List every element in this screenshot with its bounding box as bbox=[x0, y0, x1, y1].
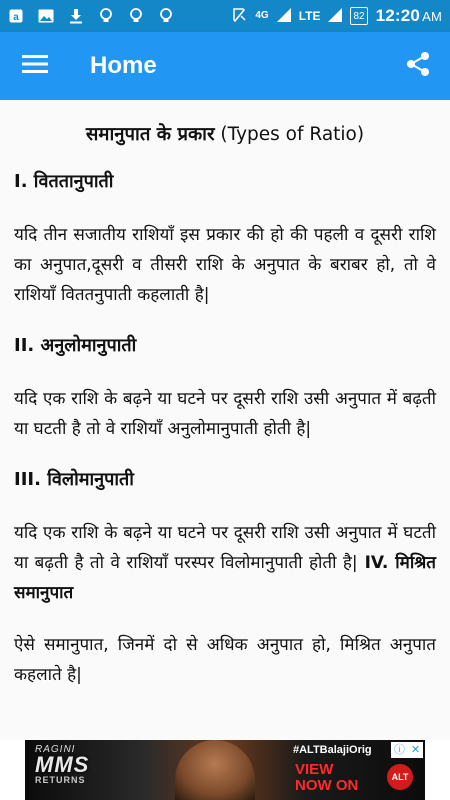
article-content[interactable] bbox=[0, 100, 450, 740]
ad-banner bbox=[0, 740, 450, 800]
status-bar bbox=[0, 0, 450, 32]
section-title: I. विततानुपाती bbox=[14, 171, 114, 192]
image-icon bbox=[38, 8, 54, 24]
app-bar bbox=[0, 32, 450, 100]
system-status bbox=[231, 6, 442, 26]
ad-creative[interactable] bbox=[25, 740, 425, 800]
vibrate-icon bbox=[231, 7, 247, 26]
ad-cta-line1: VIEW bbox=[295, 761, 334, 778]
section-paragraph: यदि तीन सजातीय राशियाँ इस प्रकार की हो की पहली व दूसरी राशि का अनुपात,दूसरी व तीसरी राशि के अनुपात के बराबर हो, तो वे राशियाँ विततनुपाती कहलाती है| bbox=[14, 225, 436, 305]
ad-portrait-image bbox=[175, 740, 255, 800]
notification-icons bbox=[8, 8, 174, 24]
section-paragraph: ऐसे समानुपात, जिनमें दो से अधिक अनुपात हो, मिश्रित अनुपात कहलाते है| bbox=[14, 635, 436, 685]
signal-icon bbox=[277, 8, 291, 25]
ad-show-sub: RETURNS bbox=[35, 775, 86, 785]
section-paragraph: यदि एक राशि के बढ़ने या घटने पर दूसरी राशि उसी अनुपात में बढ़ती या घटती है तो वे राशियाँ अनुलोमानुपाती होती है| bbox=[14, 389, 436, 439]
paragraph-text: यदि एक राशि के बढ़ने या घटने पर दूसरी राशि उसी अनुपात में घटती या बढ़ती है तो वे राशियाँ परस्पर विलोमानुपाती होती है| bbox=[14, 523, 436, 573]
clock bbox=[376, 6, 442, 26]
ad-brand: RAGINI bbox=[35, 744, 76, 755]
battery-level: 82 bbox=[350, 7, 367, 25]
ad-show-logo bbox=[35, 744, 89, 785]
network-type-label: 4G bbox=[255, 10, 269, 21]
close-icon: ✕ bbox=[410, 743, 421, 756]
lte-label: LTE bbox=[298, 9, 321, 23]
menu-button[interactable] bbox=[0, 32, 70, 100]
article-heading bbox=[14, 122, 436, 148]
svg-text:a: a bbox=[13, 12, 19, 23]
bulb-icon bbox=[128, 8, 144, 24]
clock-time: 12:20 bbox=[375, 6, 421, 25]
section-paragraph bbox=[14, 518, 436, 608]
share-icon bbox=[406, 51, 430, 81]
signal-icon bbox=[328, 8, 342, 25]
ad-cta-line2: NOW ON bbox=[295, 777, 359, 794]
info-icon: ⓘ bbox=[393, 743, 405, 756]
download-icon bbox=[68, 8, 84, 24]
ad-cta bbox=[295, 762, 358, 794]
inline-section-title: IV. मिश्रित समानुपात bbox=[14, 553, 436, 603]
bulb-icon bbox=[158, 8, 174, 24]
bulb-icon bbox=[98, 8, 114, 24]
heading-english: (Types of Ratio) bbox=[214, 124, 365, 145]
share-button[interactable] bbox=[386, 32, 450, 100]
hamburger-icon bbox=[22, 54, 48, 78]
amazon-icon bbox=[8, 8, 24, 24]
page-title: Home bbox=[90, 52, 157, 79]
heading-hindi: समानुपात के प्रकार bbox=[85, 124, 215, 145]
section-title: III. विलोमानुपाती bbox=[14, 469, 134, 490]
ad-show-name: MMS bbox=[35, 752, 90, 777]
ad-choices-button[interactable] bbox=[391, 742, 423, 758]
ad-brand-logo: ALT bbox=[387, 764, 413, 790]
ad-hashtag: #ALTBalajiOrig bbox=[293, 744, 372, 756]
section-title: II. अनुलोमानुपाती bbox=[14, 335, 137, 356]
clock-ampm: AM bbox=[422, 9, 442, 24]
